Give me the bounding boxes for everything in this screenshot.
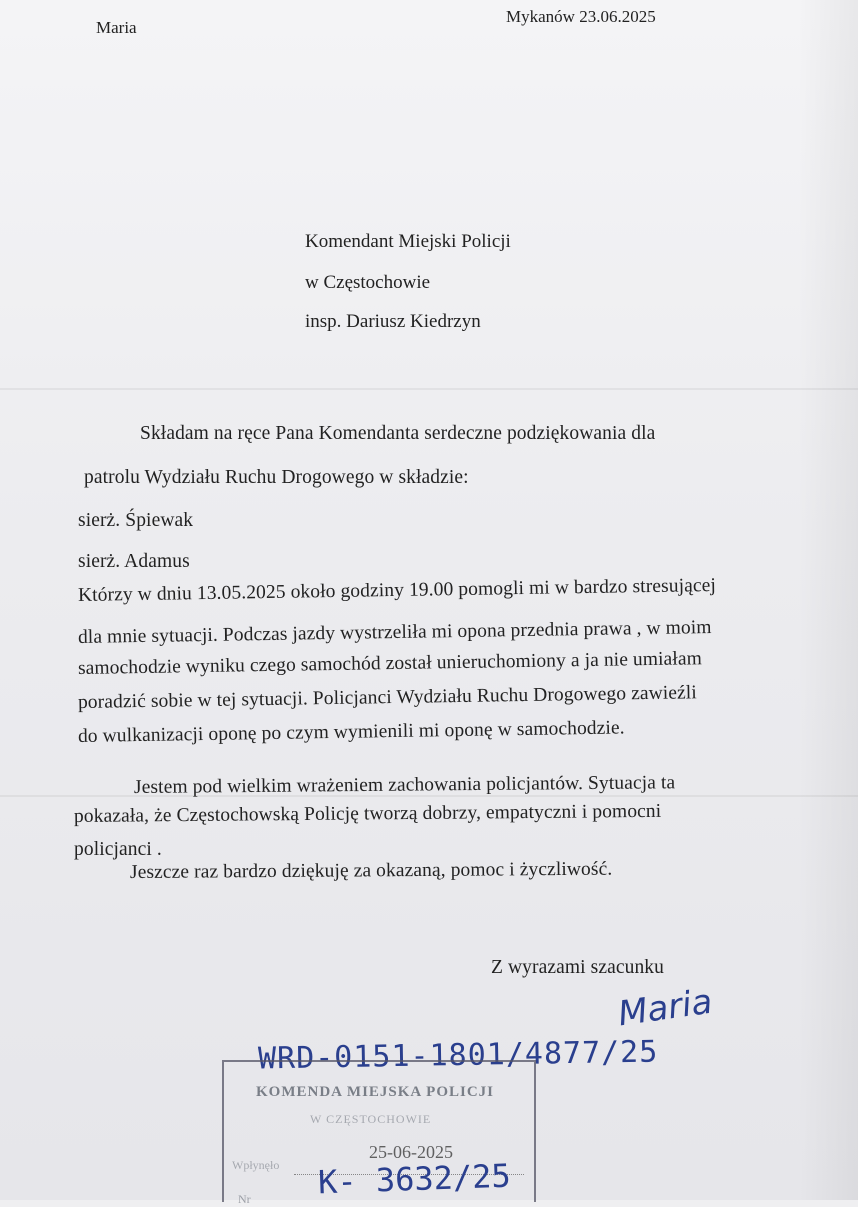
body-line: Którzy w dniu 13.05.2025 około godziny 19.00 pomogli mi w bardzo stresującej bbox=[77, 574, 717, 606]
body-line: Jestem pod wielkim wrażeniem zachowania policjantów. Sytuacja ta bbox=[133, 772, 676, 798]
handwritten-signature: Maria bbox=[615, 981, 715, 1035]
stamp-label-number: Nr bbox=[238, 1192, 251, 1206]
body-line: poradzić sobie w tej sytuacji. Policjanci Wydziału Ruchu Drogowego zawieźli bbox=[77, 682, 698, 713]
body-line: samochodzie wyniku czego samochód został unieruchomiony a ja nie umiałam bbox=[77, 648, 703, 679]
body-line: sierż. Śpiewak bbox=[78, 510, 194, 531]
handwritten-registry-number: K- 3632/25 bbox=[317, 1156, 512, 1202]
closing-phrase: Z wyrazami szacunku bbox=[491, 957, 664, 978]
body-line: pokazała, że Częstochowską Policję tworzą dobrzy, empatyczni i pomocni bbox=[73, 800, 662, 827]
recipient-line: Komendant Miejski Policji bbox=[305, 231, 511, 252]
stamp-line: W CZĘSTOCHOWIE bbox=[310, 1112, 432, 1126]
body-line: Składam na ręce Pana Komendanta serdeczne podziękowania dla bbox=[140, 423, 656, 444]
stamp-label-received: Wpłynęło bbox=[232, 1158, 280, 1172]
recipient-line: w Częstochowie bbox=[305, 272, 431, 293]
stamp-line: KOMENDA MIEJSKA POLICJI bbox=[256, 1084, 495, 1100]
sender-name: Maria bbox=[96, 18, 137, 37]
paper-fold bbox=[0, 388, 858, 390]
paper-shadow bbox=[798, 0, 858, 1200]
body-line: policjanci . bbox=[74, 839, 162, 860]
body-line: sierż. Adamus bbox=[78, 551, 190, 572]
handwritten-reference: WRD-0151-1801/4877/25 bbox=[257, 1034, 659, 1077]
stamp-date: 25-06-2025 bbox=[369, 1142, 453, 1162]
place-date: Mykanów 23.06.2025 bbox=[506, 7, 656, 26]
recipient-line: insp. Dariusz Kiedrzyn bbox=[305, 311, 481, 332]
body-line: patrolu Wydziału Ruchu Drogowego w składzie: bbox=[84, 467, 469, 488]
body-line: Jeszcze raz bardzo dziękuję za okazaną, pomoc i życzliwość. bbox=[129, 858, 613, 883]
body-line: dla mnie sytuacji. Podczas jazdy wystrzeliła mi opona przednia prawa , w moim bbox=[77, 617, 712, 648]
body-line: do wulkanizacji oponę po czym wymienili mi oponę w samochodzie. bbox=[77, 717, 625, 747]
